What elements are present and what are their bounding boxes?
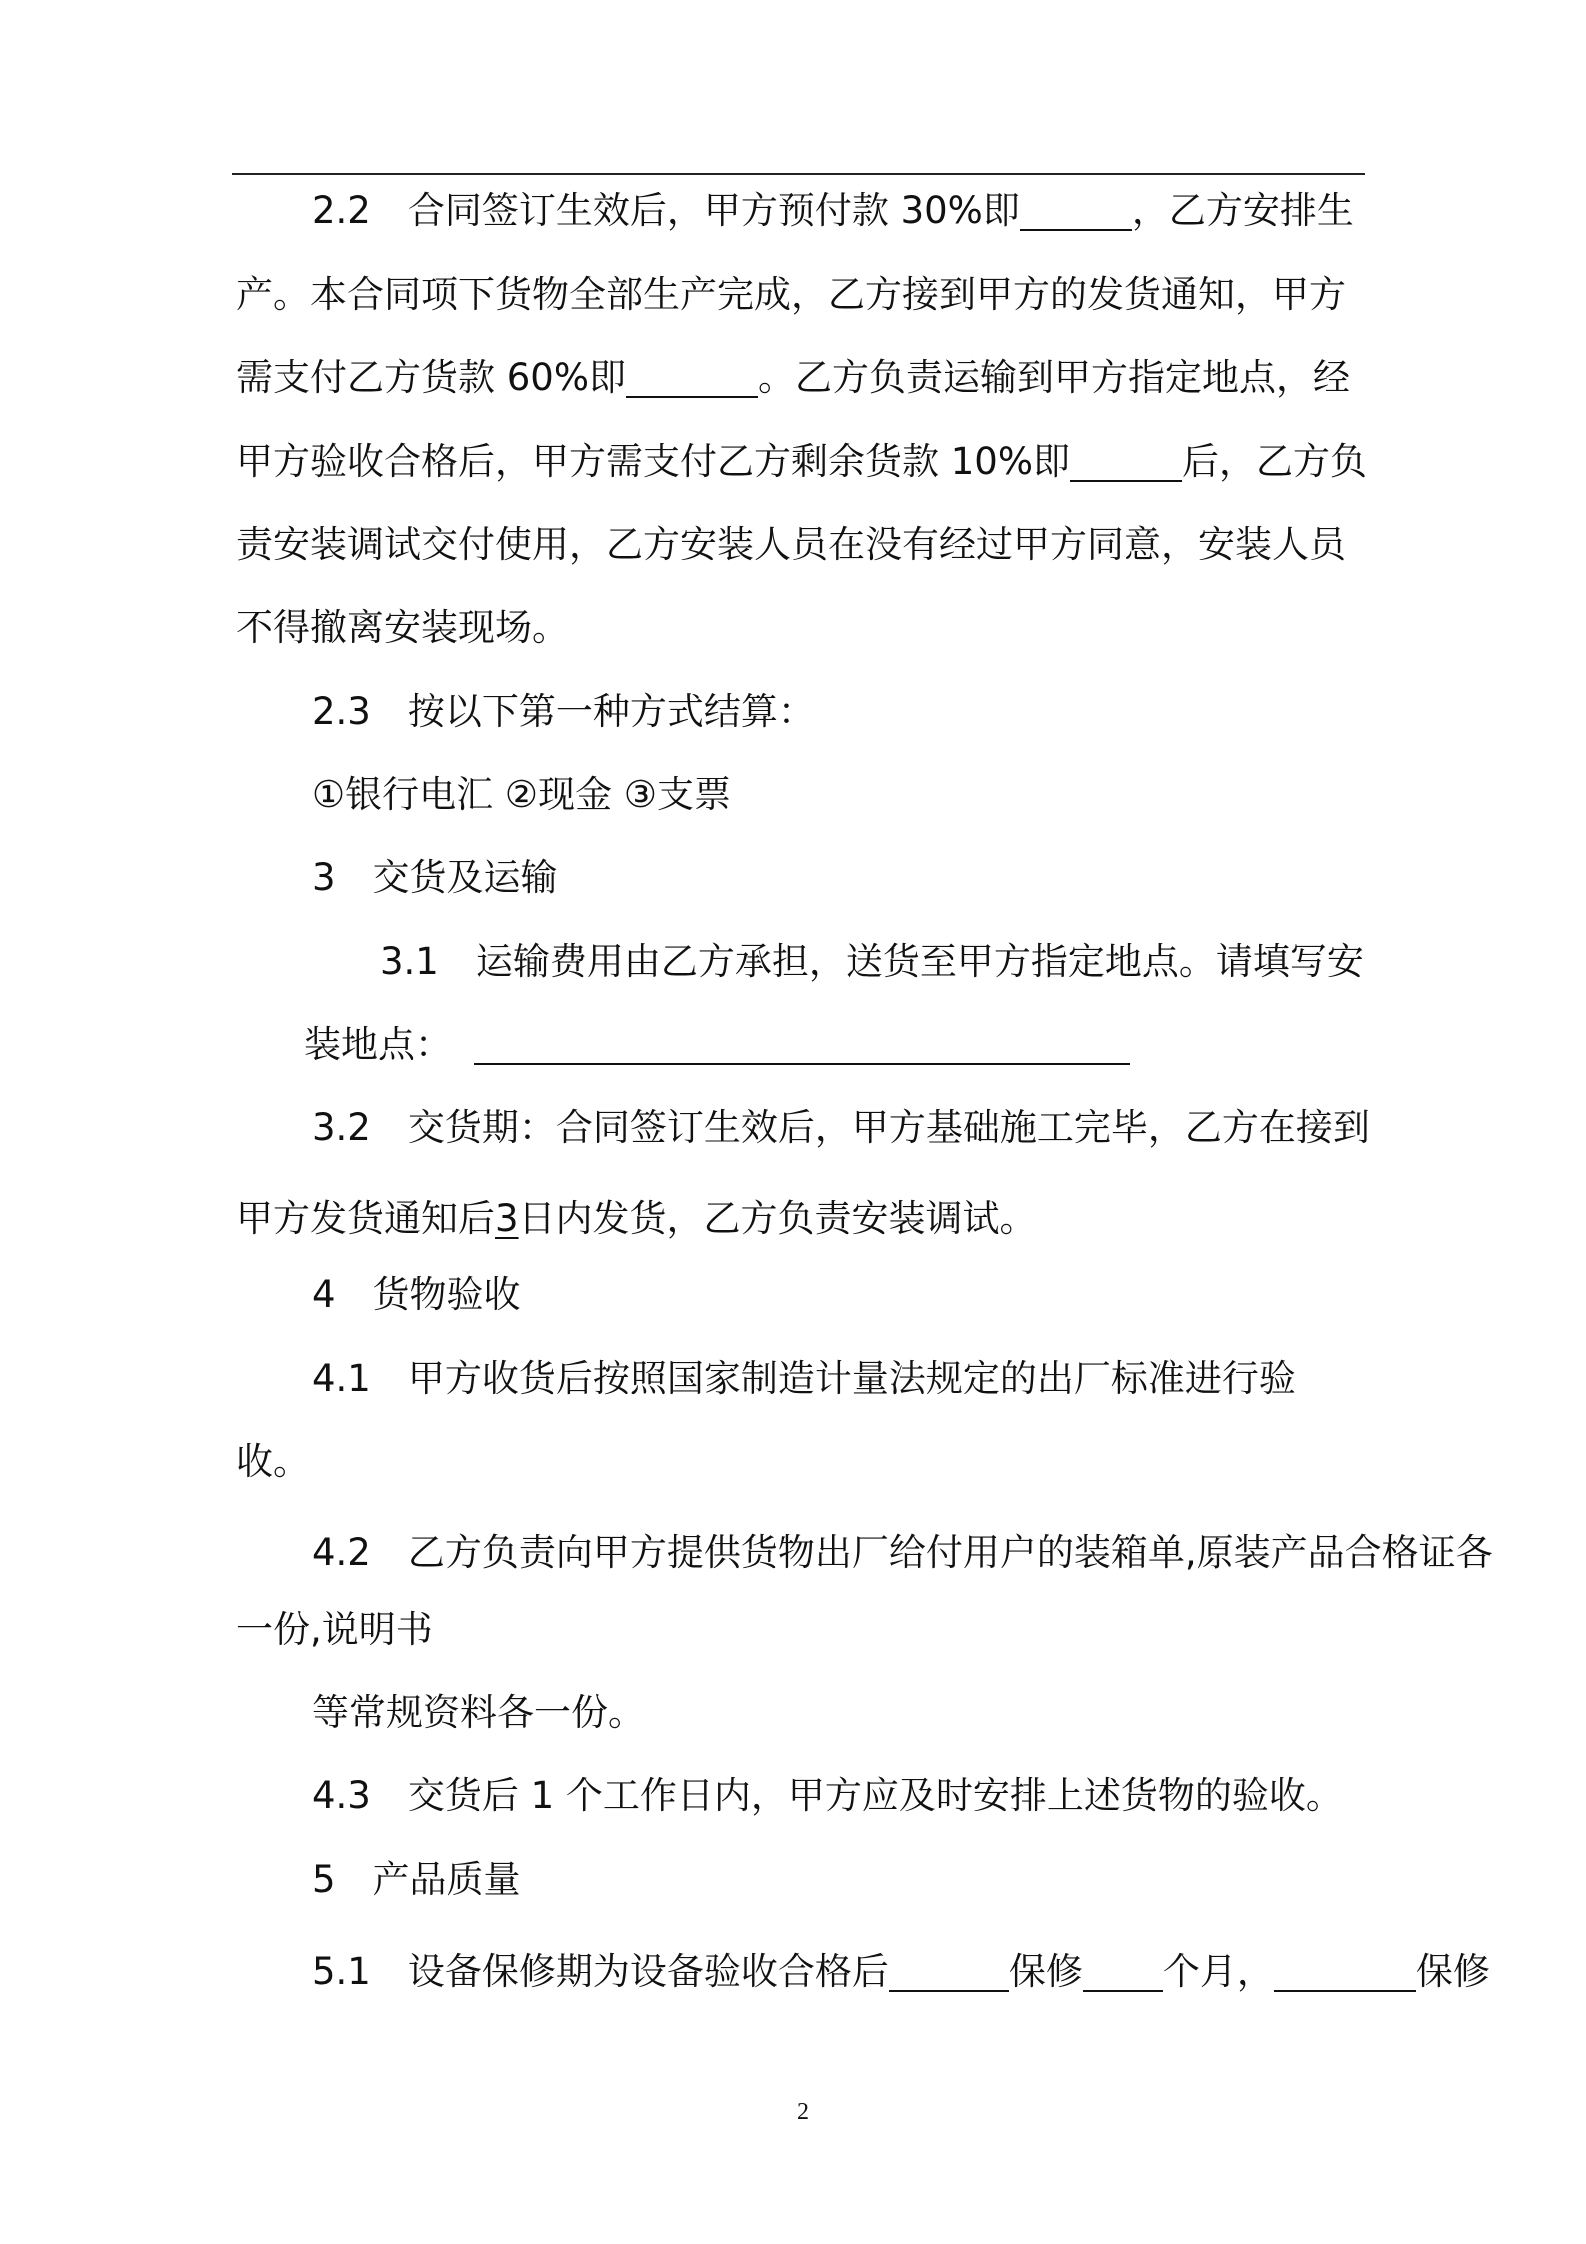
- clause-text: 日内发货，乙方负责安装调试。: [518, 1197, 1037, 1240]
- clause-3-2-line-1: 3.2 交货期：合同签订生效后，甲方基础施工完毕，乙方在接到: [312, 1106, 1370, 1149]
- clause-text: 个月，: [1162, 1950, 1274, 1993]
- clause-4-2-line-1: 4.2 乙方负责向甲方提供货物出厂给付用户的装箱单,原装产品合格证各: [312, 1531, 1493, 1574]
- clause-5-1: [312, 1947, 1490, 1997]
- clause-3-1-line-2: [304, 1020, 1130, 1070]
- clause-3-1-line-1: 3.1 运输费用由乙方承担，送货至甲方指定地点。请填写安: [380, 940, 1364, 983]
- section-3-heading: 3 交货及运输: [312, 856, 558, 899]
- warranty-months-blank[interactable]: [1083, 1952, 1163, 1992]
- payment-60-amount-blank[interactable]: [626, 358, 758, 398]
- clause-text: 5.1 设备保修期为设备验收合格后: [312, 1950, 889, 1993]
- section-4-heading: 4 货物验收: [312, 1273, 521, 1316]
- remaining-10-amount-blank[interactable]: [1070, 442, 1182, 482]
- clause-text: 甲方发货通知后: [236, 1197, 495, 1240]
- section-5-heading: 5 产品质量: [312, 1858, 521, 1901]
- payment-options: ①银行电汇 ②现金 ③支票: [312, 773, 732, 816]
- clause-3-2-line-2: [236, 1194, 1037, 1244]
- clause-text: 2.2 合同签订生效后，甲方预付款 30%即: [312, 189, 1020, 232]
- warranty-start-blank[interactable]: [889, 1952, 1009, 1992]
- clause-text: 后，乙方负: [1182, 440, 1367, 483]
- delivery-days-value: 3: [495, 1197, 519, 1240]
- clause-text: 保修: [1415, 1950, 1490, 1993]
- clause-2-2-line-6: 不得撤离安装现场。: [236, 606, 569, 649]
- clause-2-2-line-1: [312, 186, 1354, 236]
- clause-text: 甲方验收合格后，甲方需支付乙方剩余货款 10%即: [236, 440, 1070, 483]
- clause-2-2-line-4: [236, 437, 1367, 487]
- clause-4-1-line-2: 收。: [236, 1440, 310, 1483]
- clause-4-2-line-3: 等常规资料各一份。: [312, 1691, 645, 1734]
- clause-text: 需支付乙方货款 60%即: [236, 356, 626, 399]
- clause-2-2-line-3: [236, 353, 1350, 403]
- install-location-label: 装地点：: [304, 1023, 452, 1066]
- clause-2-2-line-2: 产。本合同项下货物全部生产完成，乙方接到甲方的发货通知，甲方: [236, 273, 1346, 316]
- prepayment-amount-blank[interactable]: [1020, 191, 1132, 231]
- clause-2-2-line-5: 责安装调试交付使用，乙方安装人员在没有经过甲方同意，安装人员: [236, 523, 1346, 566]
- page-number: 2: [797, 2099, 809, 2125]
- clause-text: 。乙方负责运输到甲方指定地点，经: [758, 356, 1350, 399]
- install-location-blank[interactable]: [474, 1025, 1130, 1065]
- clause-4-2-line-2: 一份,说明书: [236, 1608, 433, 1651]
- clause-4-3: 4.3 交货后 1 个工作日内，甲方应及时安排上述货物的验收。: [312, 1774, 1343, 1817]
- clause-2-3-heading: 2.3 按以下第一种方式结算：: [312, 690, 815, 733]
- clause-text: ，乙方安排生: [1131, 189, 1354, 232]
- clause-4-1-line-1: 4.1 甲方收货后按照国家制造计量法规定的出厂标准进行验: [312, 1357, 1296, 1400]
- header-rule: [232, 173, 1365, 175]
- warranty-extra-blank[interactable]: [1274, 1952, 1416, 1992]
- clause-text: 保修: [1008, 1950, 1083, 1993]
